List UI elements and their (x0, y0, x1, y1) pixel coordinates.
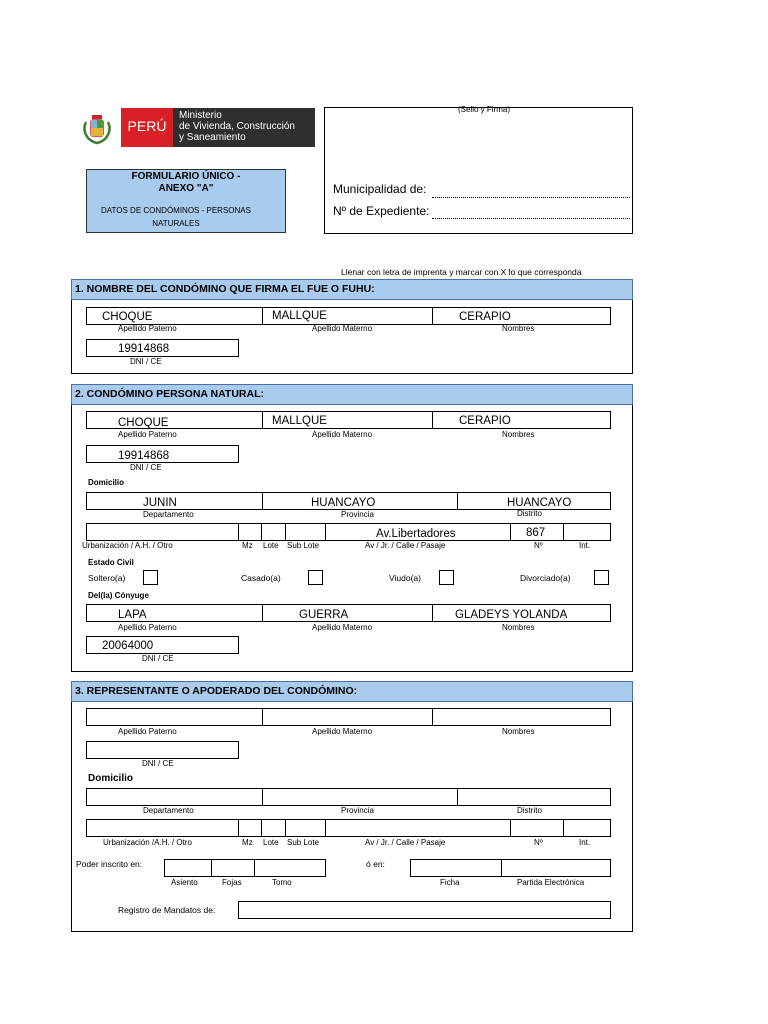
s1-lbl-paterno: Apellido Paterno (118, 324, 177, 333)
s3-lbl-dni: DNI / CE (142, 759, 174, 768)
form-subtitle-line2: NATURALES (152, 219, 200, 228)
form-title-line2: ANEXO "A" (158, 183, 214, 194)
s2-lbl-nombres: Nombres (502, 430, 535, 439)
s3-lbl-ficha: Ficha (440, 878, 460, 887)
s2-lbl-lote: Lote (263, 541, 279, 550)
municipality-label: Municipalidad de: (333, 182, 427, 196)
s3-lbl-nombres: Nombres (502, 727, 535, 736)
expediente-field[interactable] (432, 217, 630, 219)
ministry-line1: Ministerio (179, 110, 222, 121)
s2-conyuge-lbl-materno: Apellido Materno (312, 623, 373, 632)
s3-poder-label: Poder inscrito en: (76, 859, 143, 869)
s3-domicilio-row1[interactable] (86, 788, 611, 806)
s3-o-en-label: ó en: (366, 859, 385, 869)
s3-poder-fields[interactable] (164, 859, 326, 877)
section1-header: 1. NOMBRE DEL CONDÓMINO QUE FIRMA EL FUE O FUHU: (71, 279, 633, 300)
s2-departamento: JUNIN (143, 497, 177, 509)
s3-lbl-materno: Apellido Materno (312, 727, 373, 736)
s3-lbl-departamento: Departamento (143, 806, 194, 815)
section2-header: 2. CONDÓMINO PERSONA NATURAL: (71, 384, 633, 405)
s3-domicilio-label: Domicilio (88, 773, 134, 784)
s2-soltero-checkbox[interactable] (143, 570, 158, 585)
s3-lbl-int: Int. (579, 838, 591, 847)
s2-apellido-materno: MALLQUE (272, 415, 327, 427)
s1-nombres: CERAPIO (459, 311, 511, 323)
ministry-line3: y Saneamiento (179, 132, 246, 143)
s2-lbl-distrito: Distrito (517, 509, 542, 518)
s3-name-row[interactable] (86, 708, 611, 726)
s2-conyuge-label: Del(la) Cónyuge (88, 591, 149, 600)
s2-lbl-provincia: Provincia (341, 510, 374, 519)
s1-apellido-paterno: CHOQUE (102, 311, 153, 323)
s2-apellido-paterno: CHOQUE (118, 417, 169, 429)
s2-lbl-int: Int. (579, 541, 591, 550)
peru-text: PERÚ (127, 118, 167, 134)
s3-lbl-mz: Mz (242, 838, 253, 847)
s2-estado-civil-label: Estado Civil (88, 558, 134, 567)
s2-lbl-via: Av / Jr. / Calle / Pasaje (365, 541, 446, 550)
s3-lbl-numero: Nº (534, 838, 543, 847)
expediente-label: Nº de Expediente: (333, 204, 430, 218)
s2-lbl-urbanizacion: Urbanización / A.H. / Otro (82, 541, 173, 550)
s3-lbl-asiento: Asiento (171, 878, 198, 887)
s2-divorciado-checkbox[interactable] (594, 570, 609, 585)
s3-lbl-tomo: Tomo (272, 878, 292, 887)
s2-lbl-paterno: Apellido Paterno (118, 430, 177, 439)
s2-divorciado-label: Divorciado(a) (520, 573, 571, 583)
s2-lbl-departamento: Departamento (143, 510, 194, 519)
s2-viudo-label: Viudo(a) (389, 573, 421, 583)
s3-lbl-provincia: Provincia (341, 806, 374, 815)
form-subtitle-line1: DATOS DE CONDÓMINOS - PERSONAS (101, 206, 251, 215)
s3-lbl-sublote: Sub Lote (287, 838, 320, 847)
s2-conyuge-dni: 20064000 (102, 640, 154, 652)
s3-lbl-lote: Lote (263, 838, 279, 847)
s3-lbl-paterno: Apellido Paterno (118, 727, 177, 736)
s2-conyuge-paterno: LAPA (118, 609, 147, 621)
s2-lbl-numero: Nº (534, 541, 543, 550)
s1-apellido-materno: MALLQUE (272, 310, 327, 322)
s3-dni-field[interactable] (86, 741, 239, 759)
s2-via: Av.Libertadores (376, 528, 456, 540)
s3-lbl-fojas: Fojas (222, 878, 242, 887)
s3-lbl-urbanizacion: Urbanización /A.H. / Otro (103, 838, 192, 847)
s1-lbl-nombres: Nombres (502, 324, 535, 333)
s2-conyuge-lbl-nombres: Nombres (502, 623, 535, 632)
s2-lbl-sublote: Sub Lote (287, 541, 320, 550)
s1-lbl-dni: DNI / CE (130, 357, 162, 366)
s3-domicilio-row2[interactable] (86, 819, 611, 837)
s1-name-row[interactable] (86, 307, 611, 325)
s2-lbl-materno: Apellido Materno (312, 430, 373, 439)
s2-lbl-mz: Mz (242, 541, 253, 550)
s3-lbl-via: Av / Jr. / Calle / Pasaje (365, 838, 446, 847)
s2-lbl-dni: DNI / CE (130, 463, 162, 472)
instructions-text: Llenar con letra de imprenta y marcar con X lo que corresponda (341, 267, 582, 277)
s2-distrito: HUANCAYO (507, 497, 572, 509)
s1-dni: 19914868 (118, 343, 170, 355)
s3-mandatos-field[interactable] (238, 901, 611, 919)
s2-domicilio-label: Domicilio (88, 478, 125, 487)
s3-lbl-distrito: Distrito (517, 806, 542, 815)
s2-viudo-checkbox[interactable] (439, 570, 454, 585)
form-title-line1: FORMULARIO ÚNICO - (131, 171, 241, 182)
coat-of-arms-icon (80, 112, 114, 146)
seal-label: (Sello y Firma) (458, 105, 511, 114)
s2-casado-label: Casado(a) (241, 573, 281, 583)
s2-dni: 19914868 (118, 450, 170, 462)
s2-nombres: CERAPIO (459, 415, 511, 427)
s3-ficha-fields[interactable] (410, 859, 611, 877)
s2-conyuge-nombres: GLADEYS YOLANDA (455, 609, 568, 621)
s2-numero: 867 (526, 527, 546, 539)
section3-header: 3. REPRESENTANTE O APODERADO DEL CONDÓMINO: (71, 681, 633, 702)
municipality-field[interactable] (432, 196, 630, 198)
s2-provincia: HUANCAYO (311, 497, 376, 509)
s2-conyuge-lbl-dni: DNI / CE (142, 654, 174, 663)
s1-lbl-materno: Apellido Materno (312, 324, 373, 333)
ministry-line2: de Vivienda, Construcción (179, 121, 295, 132)
s3-mandatos-label: Registro de Mandatos de: (118, 905, 216, 915)
s2-soltero-label: Soltero(a) (88, 573, 126, 583)
s2-conyuge-materno: GUERRA (299, 609, 349, 621)
s2-casado-checkbox[interactable] (308, 570, 323, 585)
s3-lbl-partida: Partida Electrónica (517, 878, 585, 887)
s2-conyuge-lbl-paterno: Apellido Paterno (118, 623, 177, 632)
